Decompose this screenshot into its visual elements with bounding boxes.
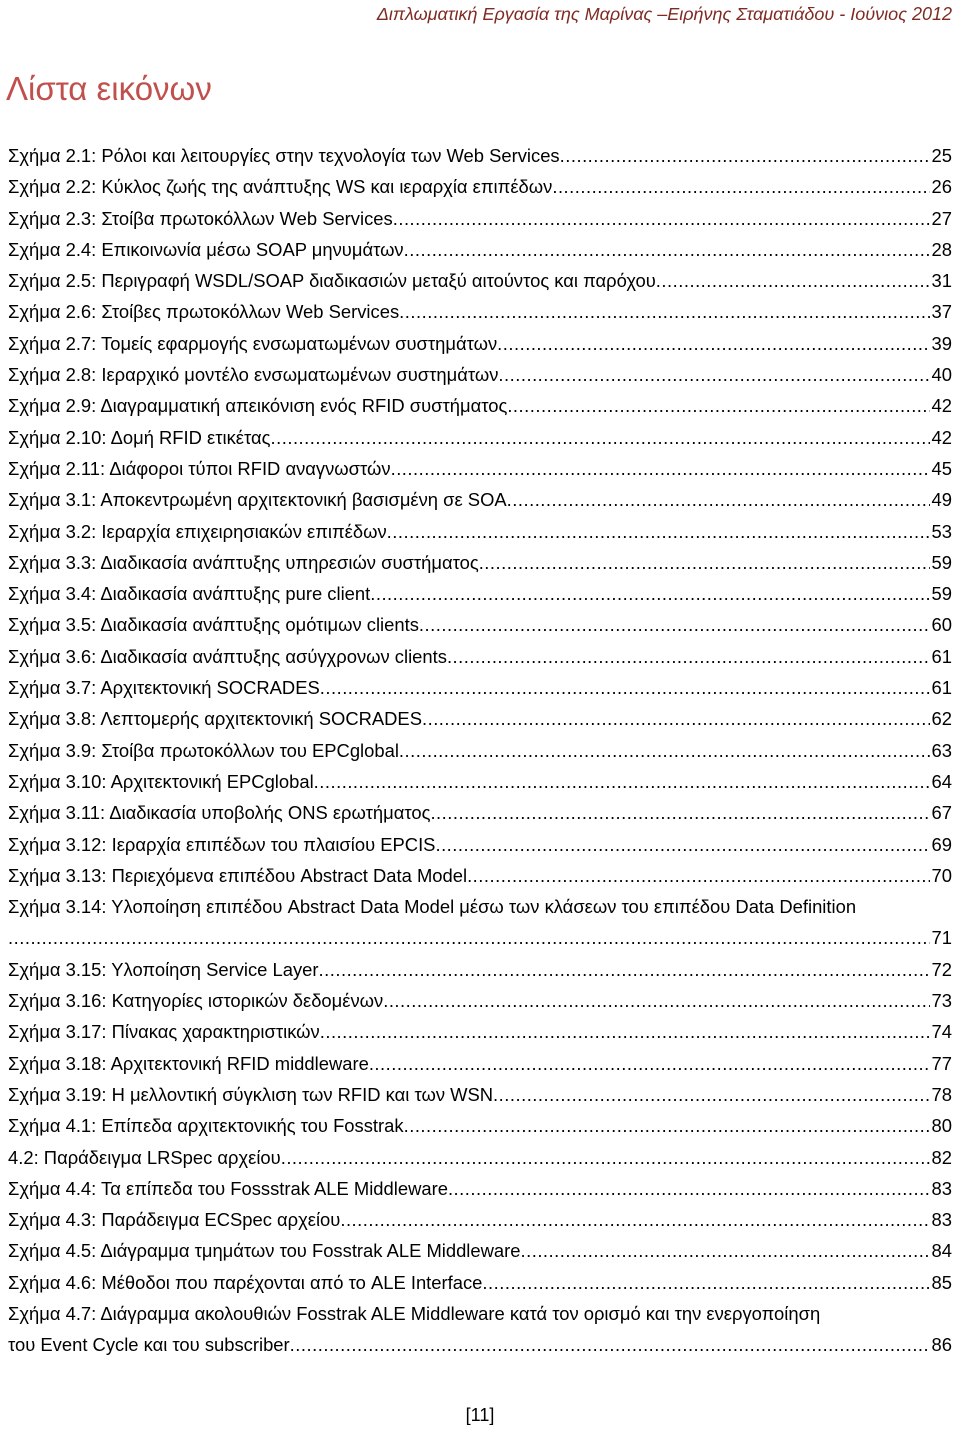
dot-leader bbox=[320, 1016, 930, 1047]
figure-entry-label: Σχήμα 3.8: Λεπτομερής αρχιτεκτονική SOCRADES bbox=[8, 708, 422, 730]
figure-entry-page: 83 bbox=[931, 1177, 952, 1199]
figure-entry[interactable] bbox=[8, 296, 952, 327]
figure-entry[interactable] bbox=[8, 735, 952, 766]
figure-entry-page: 39 bbox=[931, 332, 952, 354]
running-header: Διπλωματική Εργασία της Μαρίνας –Ειρήνης Σταματιάδου - Ιούνιος 2012 bbox=[376, 4, 952, 24]
figure-entry[interactable] bbox=[8, 359, 952, 390]
figure-entry-label: Σχήμα 3.4: Διαδικασία ανάπτυξης pure client bbox=[8, 583, 371, 605]
figure-entry-line[interactable] bbox=[8, 891, 952, 922]
figure-entry[interactable] bbox=[8, 829, 952, 860]
figure-entry-label: Σχήμα 3.16: Κατηγορίες ιστορικών δεδομένων bbox=[8, 990, 384, 1012]
figure-entry[interactable] bbox=[8, 922, 952, 953]
figure-entry-label: Σχήμα 2.9: Διαγραμματική απεικόνιση ενός RFID συστήματος bbox=[8, 395, 508, 417]
dot-leader bbox=[482, 1267, 929, 1298]
figure-entry-label: Σχήμα 2.4: Επικοινωνία μέσω SOAP μηνυμάτων bbox=[8, 238, 404, 260]
figure-entry-page: 40 bbox=[931, 364, 952, 386]
figure-entry-label: Σχήμα 3.13: Περιεχόμενα επιπέδου Abstract Data Model bbox=[8, 864, 468, 886]
dot-leader bbox=[467, 860, 929, 891]
figure-entry-label: Σχήμα 3.2: Ιεραρχία επιχειρησιακών επιπέδων bbox=[8, 520, 387, 542]
dot-leader bbox=[340, 1204, 929, 1235]
figure-entry-label: Σχήμα 3.10: Αρχιτεκτονική EPCglobal bbox=[8, 770, 314, 792]
figure-entry[interactable] bbox=[8, 484, 952, 515]
figure-entry[interactable] bbox=[8, 203, 952, 234]
dot-leader bbox=[314, 766, 930, 797]
figure-entry-label: Σχήμα 4.5: Διάγραμμα τμημάτων του Fosstrak ALE Middleware bbox=[8, 1240, 521, 1262]
figure-entry-page: 28 bbox=[931, 238, 952, 260]
figure-entry-label: Σχήμα 3.7: Αρχιτεκτονική SOCRADES bbox=[8, 677, 320, 699]
figure-entry-label: Σχήμα 3.1: Αποκεντρωμένη αρχιτεκτονική βασισμένη σε SOA bbox=[8, 489, 507, 511]
dot-leader bbox=[387, 516, 930, 547]
figure-entry-label: Σχήμα 4.1: Επίπεδα αρχιτεκτονικής του Fosstrak bbox=[8, 1115, 404, 1137]
dot-leader bbox=[435, 829, 929, 860]
figure-entry-page: 63 bbox=[931, 739, 952, 761]
dot-leader bbox=[281, 1142, 930, 1173]
figure-entry-page: 59 bbox=[931, 583, 952, 605]
figure-entry-label: Σχήμα 2.3: Στοίβα πρωτοκόλλων Web Services bbox=[8, 207, 393, 229]
figure-entry[interactable] bbox=[8, 1016, 952, 1047]
figure-entry-label: Σχήμα 2.6: Στοίβες πρωτοκόλλων Web Services bbox=[8, 301, 400, 323]
dot-leader bbox=[498, 359, 929, 390]
dot-leader bbox=[320, 672, 930, 703]
dot-leader bbox=[447, 641, 930, 672]
figure-entry[interactable] bbox=[8, 390, 952, 421]
dot-leader bbox=[552, 171, 929, 202]
figure-entry-page: 85 bbox=[931, 1271, 952, 1293]
figure-entry-page: 42 bbox=[931, 395, 952, 417]
dot-leader bbox=[370, 578, 929, 609]
figure-entry-page: 73 bbox=[931, 990, 952, 1012]
dot-leader bbox=[399, 296, 929, 327]
figure-entry-label: Σχήμα 2.7: Τομείς εφαρμογής ενσωματωμένων συστημάτων bbox=[8, 332, 498, 354]
figure-entry-page: 62 bbox=[931, 708, 952, 730]
dot-leader bbox=[507, 390, 929, 421]
figure-entry[interactable] bbox=[8, 1142, 952, 1173]
page-title: Λίστα εικόνων bbox=[6, 70, 212, 107]
figure-entry-page: 26 bbox=[931, 176, 952, 198]
figure-entry-line[interactable] bbox=[8, 1298, 952, 1329]
page-number: [11] bbox=[465, 1405, 495, 1425]
figure-entry[interactable] bbox=[8, 140, 952, 171]
figure-entry-label: Σχήμα 3.3: Διαδικασία ανάπτυξης υπηρεσιών συστήματος bbox=[8, 551, 479, 573]
figure-entry-page: 83 bbox=[931, 1209, 952, 1231]
figure-entry-label: Σχήμα 4.6: Μέθοδοι που παρέχονται από το ALE Interface bbox=[8, 1271, 483, 1293]
dot-leader bbox=[493, 1079, 930, 1110]
figure-entry-label: Σχήμα 3.6: Διαδικασία ανάπτυξης ασύγχρονων clients bbox=[8, 645, 447, 667]
dot-leader bbox=[448, 1173, 930, 1204]
figure-entry[interactable] bbox=[8, 985, 952, 1016]
figure-entry-page: 64 bbox=[931, 770, 952, 792]
dot-leader bbox=[479, 547, 930, 578]
figure-entry[interactable] bbox=[8, 860, 952, 891]
figure-entry-page: 42 bbox=[931, 426, 952, 448]
figure-entry-page: 70 bbox=[931, 864, 952, 886]
dot-leader bbox=[507, 484, 930, 515]
figure-entry-page: 27 bbox=[931, 207, 952, 229]
figure-entry[interactable] bbox=[8, 234, 952, 265]
figure-entry[interactable] bbox=[8, 1204, 952, 1235]
figure-entry[interactable] bbox=[8, 547, 952, 578]
figure-entry-label: Σχήμα 3.14: Υλοποίηση επιπέδου Abstract Data Model μέσω των κλάσεων του επιπέδου Data Definition bbox=[8, 896, 857, 918]
figure-entry-label: 4.2: Παράδειγμα LRSpec αρχείου bbox=[8, 1146, 281, 1168]
figure-entry[interactable] bbox=[8, 516, 952, 547]
figure-entry-label: Σχήμα 3.5: Διαδικασία ανάπτυξης ομότιμων clients bbox=[8, 614, 419, 636]
figure-entry-label: Σχήμα 3.18: Αρχιτεκτονική RFID middleware bbox=[8, 1052, 369, 1074]
figure-entry[interactable] bbox=[8, 703, 952, 734]
dot-leader bbox=[393, 203, 930, 234]
figure-entry[interactable] bbox=[8, 171, 952, 202]
figure-entry-page: 77 bbox=[931, 1052, 952, 1074]
figure-entry-label: Σχήμα 4.3: Παράδειγμα ECSpec αρχείου bbox=[8, 1209, 341, 1231]
figure-entry[interactable] bbox=[8, 265, 952, 296]
figure-entry-page: 78 bbox=[931, 1083, 952, 1105]
figure-entry-label: Σχήμα 3.12: Ιεραρχία επιπέδων του πλαισίου EPCIS bbox=[8, 833, 436, 855]
figure-entry-page: 53 bbox=[931, 520, 952, 542]
figure-entry[interactable] bbox=[8, 1173, 952, 1204]
figure-entry[interactable] bbox=[8, 1267, 952, 1298]
figure-entry-page: 61 bbox=[931, 677, 952, 699]
figure-entry-page: 74 bbox=[931, 1021, 952, 1043]
figure-entry[interactable] bbox=[8, 672, 952, 703]
dot-leader bbox=[404, 1110, 930, 1141]
dot-leader bbox=[497, 328, 929, 359]
figure-entry[interactable] bbox=[8, 422, 952, 453]
figure-entry-label: Σχήμα 2.10: Δομή RFID ετικέτας bbox=[8, 426, 271, 448]
figure-entry[interactable] bbox=[8, 1329, 952, 1360]
figure-entry[interactable] bbox=[8, 797, 952, 828]
figure-entry-page: 49 bbox=[931, 489, 952, 511]
figure-entry-label: Σχήμα 2.5: Περιγραφή WSDL/SOAP διαδικασιών μεταξύ αιτούντος και παρόχου bbox=[8, 270, 656, 292]
figure-entry-page: 67 bbox=[931, 802, 952, 824]
figure-entry[interactable] bbox=[8, 578, 952, 609]
figure-entry-label: Σχήμα 3.9: Στοίβα πρωτοκόλλων του EPCglobal bbox=[8, 739, 399, 761]
dot-leader bbox=[422, 703, 930, 734]
figure-entry[interactable] bbox=[8, 1079, 952, 1110]
figure-entry[interactable] bbox=[8, 641, 952, 672]
figure-entry-label: Σχήμα 2.2: Κύκλος ζωής της ανάπτυξης WS και ιεραρχία επιπέδων bbox=[8, 176, 553, 198]
figure-entry[interactable] bbox=[8, 453, 952, 484]
figure-list bbox=[8, 140, 952, 1361]
figure-entry-label-continued: του Event Cycle και του subscriber bbox=[8, 1334, 290, 1356]
dot-leader bbox=[560, 140, 930, 171]
dot-leader bbox=[8, 922, 930, 953]
figure-entry-page: 82 bbox=[931, 1146, 952, 1168]
figure-entry-page: 59 bbox=[931, 551, 952, 573]
figure-entry-label: Σχήμα 2.1: Ρόλοι και λειτουργίες στην τεχνολογία των Web Services bbox=[8, 145, 560, 166]
figure-entry-page: 61 bbox=[931, 645, 952, 667]
figure-entry-page: 86 bbox=[931, 1334, 952, 1356]
figure-entry[interactable] bbox=[8, 766, 952, 797]
figure-entry-page: 84 bbox=[931, 1240, 952, 1262]
dot-leader bbox=[656, 265, 930, 296]
dot-leader bbox=[419, 609, 930, 640]
figure-entry-label: Σχήμα 2.11: Διάφοροι τύποι RFID αναγνωστών bbox=[8, 457, 391, 479]
dot-leader bbox=[404, 234, 930, 265]
figure-entry-label: Σχήμα 2.8: Ιεραρχικό μοντέλο ενσωματωμένων συστημάτων bbox=[8, 364, 499, 386]
figure-entry-label: Σχήμα 4.7: Διάγραμμα ακολουθιών Fosstrak ALE Middleware κατά τον ορισμό και την ενεργοποίηση bbox=[8, 1302, 821, 1324]
dot-leader bbox=[383, 985, 929, 1016]
figure-entry-page: 71 bbox=[931, 927, 952, 949]
dot-leader bbox=[430, 797, 929, 828]
figure-entry-label: Σχήμα 4.4: Τα επίπεδα του Fossstrak ALE Middleware bbox=[8, 1177, 448, 1199]
figure-entry[interactable] bbox=[8, 1110, 952, 1141]
figure-entry[interactable] bbox=[8, 609, 952, 640]
dot-leader bbox=[369, 1048, 930, 1079]
figure-entry[interactable] bbox=[8, 1048, 952, 1079]
figure-entry-page: 25 bbox=[931, 145, 952, 166]
figure-entry-label: Σχήμα 3.11: Διαδικασία υποβολής ONS ερωτήματος bbox=[8, 802, 431, 824]
figure-entry-page: 31 bbox=[931, 270, 952, 292]
dot-leader bbox=[271, 422, 930, 453]
figure-entry[interactable] bbox=[8, 1235, 952, 1266]
dot-leader bbox=[319, 954, 930, 985]
dot-leader bbox=[399, 735, 930, 766]
dot-leader bbox=[290, 1329, 930, 1360]
figure-entry-page: 80 bbox=[931, 1115, 952, 1137]
figure-entry[interactable] bbox=[8, 328, 952, 359]
figure-entry-page: 37 bbox=[931, 301, 952, 323]
figure-entry-page: 45 bbox=[931, 457, 952, 479]
figure-entry-page: 72 bbox=[931, 958, 952, 980]
figure-entry-page: 60 bbox=[931, 614, 952, 636]
figure-entry[interactable] bbox=[8, 954, 952, 985]
figure-entry-label: Σχήμα 3.19: Η μελλοντική σύγκλιση των RFID και των WSN bbox=[8, 1083, 494, 1105]
dot-leader bbox=[391, 453, 930, 484]
figure-entry-page: 69 bbox=[931, 833, 952, 855]
figure-entry-label: Σχήμα 3.17: Πίνακας χαρακτηριστικών bbox=[8, 1021, 320, 1043]
figure-entry-label: Σχήμα 3.15: Υλοποίηση Service Layer bbox=[8, 958, 319, 980]
dot-leader bbox=[520, 1235, 929, 1266]
